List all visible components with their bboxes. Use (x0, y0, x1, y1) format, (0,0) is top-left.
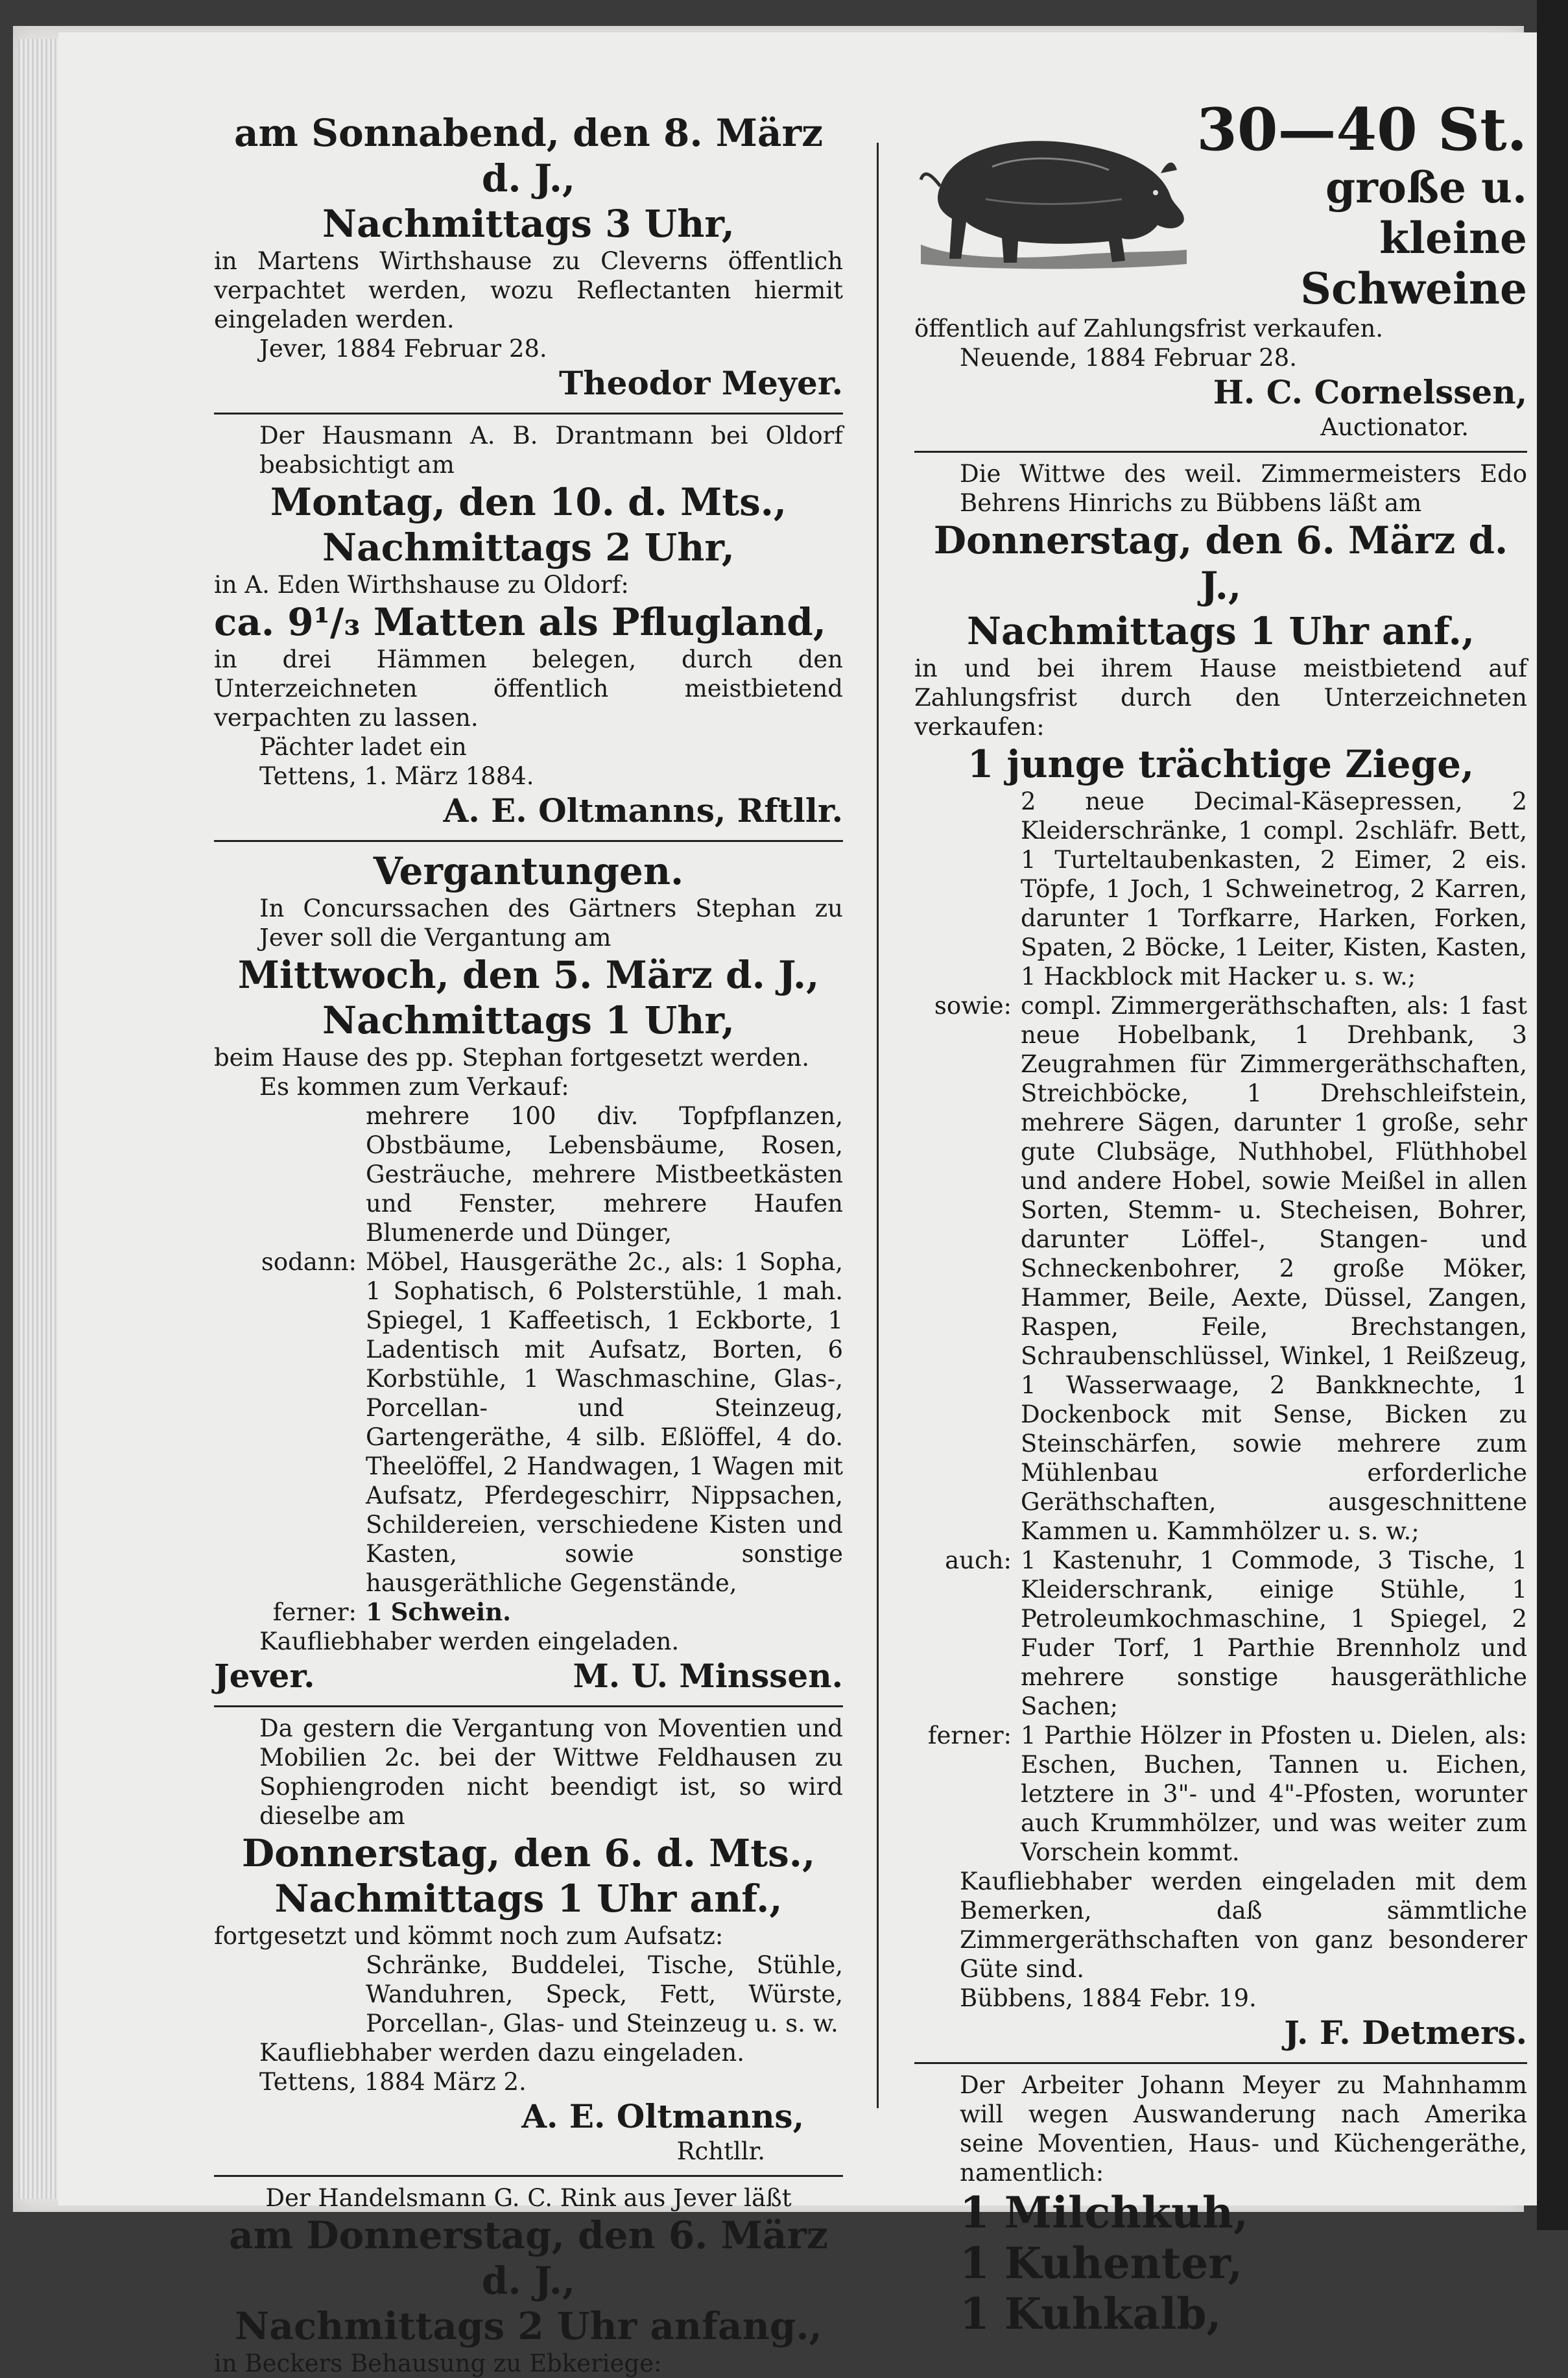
advert-oldorf (214, 421, 843, 831)
advert-text: in und bei ihrem Hause meistbietend auf Zahlungsfrist durch den Unterzeichneten verkaufen: (914, 655, 1527, 741)
advert-mahnhamm (914, 2071, 1527, 2339)
item-text: Möbel, Hausgeräthe 2c., als: 1 Sopha, 1 Sophatisch, 6 Polsterstühle, 1 mah. Spiegel, 1 Kaffeetisch, 1 Eckborte, 1 Ladentisch mit Aufsatz, Borten, 6 Korbstühle, 1 Waschmaschine, Glas-, Porcellan- und Steinzeug, Gartengeräthe, 4 silb. Eßlöffel, 4 do. Theelöffel, 2 Handwagen, 1 Wagen mit Aufsatz, Pferdegeschirr, Nippsachen, Schildereien, verschiedene Kisten und Kasten, sowie sonstige hausgeräthliche Gegenstände, (366, 1248, 843, 1597)
advert-place: Neuende, 1884 Februar 28. (960, 344, 1297, 372)
item-label: sowie: (934, 992, 1012, 1020)
advert-time: Nachmittags 1 Uhr anf., (274, 1877, 783, 1921)
advert-lead: fortgesetzt und kömmt noch zum Aufsatz: (214, 1922, 724, 1950)
advert-place: Tettens, 1884 März 2. (259, 2068, 527, 2096)
advert-place: Jever, 1884 Februar 28. (259, 335, 547, 363)
advert-place: Bübbens, 1884 Febr. 19. (960, 1984, 1257, 2012)
item-text: 1 Kastenuhr, 1 Commode, 3 Tische, 1 Kleiderschrank, einige Stühle, 1 Petroleumkochmaschine, 1 Spiegel, 2 Fuder Torf, 1 Parthie Brennholz und mehrere sonstige hausgeräthliche Sachen; (1021, 1546, 1527, 1720)
scan-border (1537, 0, 1568, 2230)
advert-date: am Donnerstag, den 6. März d. J., (229, 2213, 828, 2303)
list-item (914, 991, 1527, 1546)
right-column (914, 97, 1527, 2339)
advert-buebbens (914, 459, 1527, 2053)
advert-vergantungen (214, 848, 843, 1696)
section-rule (214, 413, 843, 414)
column-divider (877, 143, 879, 2108)
section-heading: Vergantungen. (373, 849, 684, 893)
list-item (214, 1247, 843, 1598)
advert-closing: Kaufliebhaber werden eingeladen mit dem Bemerken, daß sämmtliche Zimmergeräthschaften von ganz besonderer Güte sind. (960, 1868, 1527, 1983)
advert-signature: H. C. Cornelssen, (1213, 373, 1527, 411)
advert-headline: 1 junge trächtige Ziege, (967, 742, 1475, 786)
item-label: ferner: (927, 1722, 1012, 1749)
sale-item: 1 Kuhenter, (960, 2238, 1243, 2288)
advert-place: Tettens, 1. März 1884. (259, 762, 534, 790)
advert-date: am Sonnabend, den 8. März d. J., (233, 111, 824, 200)
advert-intro: Die Wittwe des weil. Zimmermeisters Edo Behrens Hinrichs zu Bübbens läßt am (960, 460, 1527, 517)
advert-date: Donnerstag, den 6. d. Mts., (241, 1831, 816, 1875)
item-text: Schränke, Buddelei, Tische, Stühle, Wanduhren, Speck, Fett, Würste, Porcellan-, Glas- und Steinzeug u. s. w. (366, 1951, 843, 2037)
item-label: auch: (945, 1546, 1012, 1574)
section-rule (914, 451, 1527, 453)
advert-headline: große u. kleine (1325, 162, 1527, 263)
advert-signature: J. F. Detmers. (1284, 2013, 1527, 2052)
advert-intro: Der Handelsmann G. C. Rink aus Jever läßt (265, 2184, 792, 2212)
signature-title: Rchtllr. (676, 2137, 765, 2165)
advert-intro: In Concurssachen des Gärtners Stephan zu Jever soll die Vergantung am (259, 895, 843, 952)
sale-item: 1 Milchkuh, (960, 2187, 1248, 2238)
advert-signature: A. E. Oltmanns, Rftllr. (443, 791, 843, 830)
list-item (914, 1546, 1527, 1721)
advert-headline: 30—40 St. (1196, 95, 1527, 164)
section-rule (214, 2175, 843, 2177)
pig-title-block (1193, 97, 1527, 314)
item-label: sodann: (261, 1248, 357, 1276)
advert-where: in A. Eden Wirthshause zu Oldorf: (214, 571, 629, 599)
pig-header (914, 97, 1527, 314)
item-text: 1 Parthie Hölzer in Pfosten u. Dielen, als: Eschen, Buchen, Tannen u. Eichen, letztere in 3"- und 4"-Pfosten, worunter auch Krummhölzer, und was weiter zum Vorschein kommt. (1021, 1722, 1527, 1866)
sale-item: 1 Kuhkalb, (960, 2288, 1222, 2339)
advert-date: Mittwoch, den 5. März d. J., (237, 953, 820, 997)
item-text: 1 Schwein. (366, 1598, 512, 1626)
list-item (914, 1721, 1527, 1867)
advert-closing: Kaufliebhaber werden eingeladen. (259, 1627, 680, 1655)
advert-signature: Theodor Meyer. (559, 364, 843, 402)
list-item (214, 1598, 843, 1627)
list-item (214, 1951, 843, 2038)
advert-intro: Der Hausmann A. B. Drantmann bei Oldorf beabsichtigt am (259, 422, 843, 479)
advert-where: in Beckers Behausung zu Ebkeriege: (214, 2349, 662, 2377)
pig-illustration (914, 108, 1193, 303)
section-rule (914, 2062, 1527, 2064)
advert-date: Donnerstag, den 6. März d. J., (933, 518, 1508, 608)
signature-place: Jever. (214, 1657, 315, 1695)
item-label: ferner: (272, 1598, 357, 1626)
advert-text: öffentlich auf Zahlungsfrist verkaufen. (914, 315, 1384, 342)
left-column (214, 110, 843, 2378)
page-stack-edges (18, 39, 64, 2199)
advert-signature: A. E. Oltmanns, (521, 2097, 804, 2135)
advert-date: Montag, den 10. d. Mts., (270, 480, 787, 524)
advert-time: Nachmittags 2 Uhr, (322, 525, 735, 570)
signature-row (214, 1656, 843, 1696)
item-text: 2 neue Decimal-Käsepressen, 2 Kleiderschränke, 1 compl. 2schläfr. Bett, 1 Turteltaubenkasten, 2 Eimer, 2 eis. Töpfe, 1 Joch, 1 Schweinetrog, 2 Karren, darunter 1 Torfkarre, Harken, Forken, Spaten, 2 Böcke, 1 Leiter, Kisten, Kasten, 1 Hackblock mit Hacker u. s. w.; (1021, 787, 1527, 991)
advert-where: beim Hause des pp. Stephan fortgesetzt werden. (214, 1044, 809, 1072)
advert-time: Nachmittags 2 Uhr anfang., (235, 2304, 822, 2348)
advert-text: in Martens Wirthshause zu Cleverns öffentlich verpachtet werden, wozu Reflectanten hiermit eingeladen werden. (214, 247, 843, 333)
advert-closing: Kaufliebhaber werden dazu eingeladen. (259, 2039, 745, 2067)
advert-cleverns (214, 110, 843, 403)
advert-intro: Der Arbeiter Johann Meyer zu Mahnhamm will wegen Auswanderung nach Amerika seine Moventien, Haus- und Küchengeräthe, namentlich: (960, 2071, 1527, 2187)
advert-headline: ca. 9¹/₃ Matten als Pflugland, (214, 600, 826, 644)
advert-text: in drei Hämmen belegen, durch den Unterzeichneten öffentlich meistbietend verpachten zu lassen. (214, 645, 843, 732)
advert-time: Nachmittags 3 Uhr, (322, 202, 735, 246)
section-rule (214, 840, 843, 842)
advert-ebkeriege (214, 2183, 843, 2378)
advert-intro: Da gestern die Vergantung von Moventien und Mobilien 2c. bei der Wittwe Feldhausen zu Sophiengroden nicht beendigt ist, so wird dieselbe am (259, 1714, 843, 1830)
section-rule (214, 1705, 843, 1707)
advert-sophiengroden (214, 1714, 843, 2166)
advert-schweine (914, 97, 1527, 442)
advert-line: Pächter ladet ein (259, 733, 467, 761)
advert-time: Nachmittags 1 Uhr anf., (966, 609, 1475, 653)
advert-time: Nachmittags 1 Uhr, (322, 998, 735, 1042)
advert-signature: M. U. Minssen. (573, 1657, 843, 1695)
item-text: mehrere 100 div. Topfpflanzen, Obstbäume, Lebensbäume, Rosen, Gesträuche, mehrere Mistbeetkästen und Fenster, mehrere Haufen Blumenerde und Dünger, (366, 1102, 843, 1247)
advert-lead: Es kommen zum Verkauf: (259, 1073, 569, 1101)
list-item (214, 1101, 843, 1247)
item-text: compl. Zimmergeräthschaften, als: 1 fast neue Hobelbank, 1 Drehbank, 3 Zeugrahmen für Zimmergeräthschaften, Streichböcke, 1 Drehschleifstein, mehrere Sägen, darunter 1 große, sehr gute Clubsäge, Nuthhobel, Flüthhobel und andere Hobel, sowie Meißel in allen Sorten, Stemm- u. Stecheisen, Bohrer, darunter Löffel-, Stangen- und Schneckenbohrer, 2 große Möker, Hammer, Beile, Aexte, Düssel, Zangen, Raspen, Feile, Brechstangen, Schraubenschlüssel, Winkel, 1 Reißzeug, 1 Wasserwaage, 2 Bankknechte, 1 Dockenbock mit Sense, Bicken zu Steinschärfen, sowie mehrere zum Mühlenbau erforderliche Geräthschaften, ausgeschnittene Kammen u. Kammhölzer u. s. w.; (1021, 992, 1527, 1545)
advert-headline: Schweine (1300, 263, 1527, 314)
list-item (914, 787, 1527, 991)
signature-title: Auctionator. (1320, 413, 1469, 441)
